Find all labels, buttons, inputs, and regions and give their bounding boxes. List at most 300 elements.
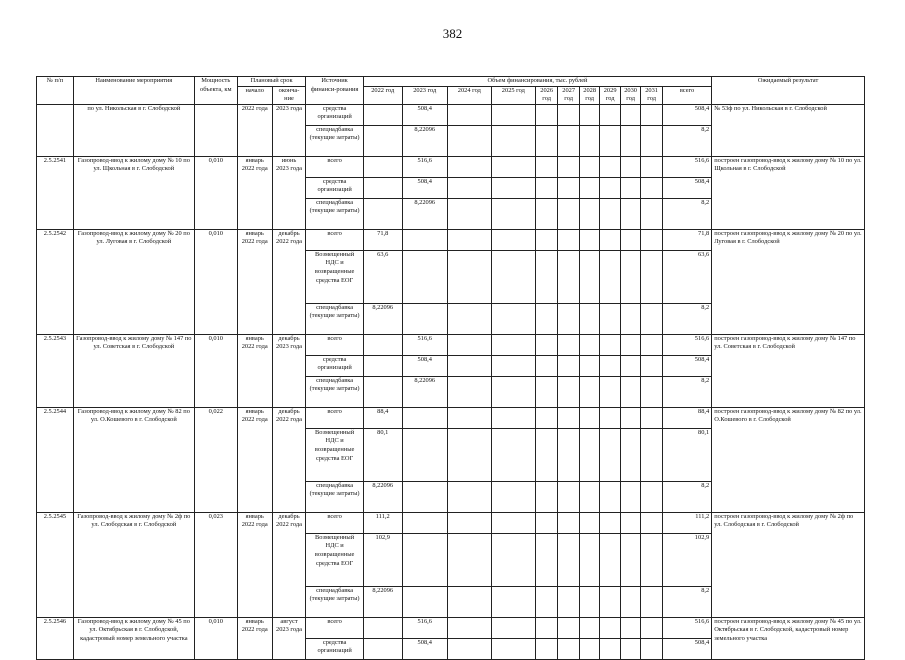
value-empty-year <box>447 250 491 303</box>
funding-source: Возмещенный НДС и возвращенные средства ЕОГ <box>306 428 363 481</box>
table-row <box>37 334 865 355</box>
value-empty-year <box>535 617 558 638</box>
value-total: 8,2 <box>662 198 711 229</box>
value-empty-year <box>620 586 640 617</box>
value-empty-year <box>620 104 640 125</box>
value-empty-year <box>579 533 599 586</box>
term-start: январь 2022 года <box>237 512 272 617</box>
term-start: январь 2022 года <box>237 156 272 229</box>
value-empty-year <box>620 198 640 229</box>
value-empty-year <box>641 250 663 303</box>
value-empty-year <box>447 638 491 659</box>
value-2023 <box>402 428 447 481</box>
item-capacity: 0,010 <box>194 229 237 334</box>
value-empty-year <box>600 617 620 638</box>
value-2023 <box>402 533 447 586</box>
value-total: 508,4 <box>662 355 711 376</box>
header-capacity: Мощность объекта, км <box>194 77 237 105</box>
item-name: по ул. Никольская в г. Слободской <box>73 104 194 156</box>
value-empty-year <box>535 334 558 355</box>
expected-result: построен газопровод-ввод к жилому дому № 2ф по ул. Слободская в г. Слободской <box>712 512 865 617</box>
value-empty-year <box>620 177 640 198</box>
value-empty-year <box>641 303 663 334</box>
value-empty-year <box>641 617 663 638</box>
value-2023 <box>402 586 447 617</box>
term-end: август 2023 года <box>272 617 306 659</box>
header-year: 2028 год <box>579 86 599 104</box>
value-empty-year <box>579 177 599 198</box>
value-total: 8,2 <box>662 376 711 407</box>
value-empty-year <box>579 428 599 481</box>
value-total: 516,6 <box>662 617 711 638</box>
value-empty-year <box>641 638 663 659</box>
term-start: январь 2022 года <box>237 617 272 659</box>
value-empty-year <box>620 638 640 659</box>
value-total: 516,6 <box>662 334 711 355</box>
funding-source: спецнадбавка (текущие затраты) <box>306 586 363 617</box>
funding-source: Возмещенный НДС и возвращенные средства ЕОГ <box>306 250 363 303</box>
value-empty-year <box>535 355 558 376</box>
value-empty-year <box>641 229 663 250</box>
value-2023 <box>402 229 447 250</box>
value-2023 <box>402 407 447 428</box>
value-empty-year <box>579 481 599 512</box>
value-empty-year <box>535 481 558 512</box>
value-empty-year <box>558 177 580 198</box>
value-2022: 80,1 <box>363 428 402 481</box>
value-empty-year <box>558 376 580 407</box>
value-empty-year <box>447 198 491 229</box>
value-empty-year <box>620 512 640 533</box>
value-empty-year <box>558 586 580 617</box>
item-capacity: 0,010 <box>194 617 237 659</box>
value-empty-year <box>641 481 663 512</box>
value-2022: 8,22096 <box>363 481 402 512</box>
item-number: 2.5.2545 <box>37 512 74 617</box>
value-empty-year <box>491 428 535 481</box>
value-empty-year <box>535 303 558 334</box>
table-row <box>37 104 865 125</box>
value-empty-year <box>491 481 535 512</box>
term-end: декабрь 2022 года <box>272 229 306 334</box>
value-empty-year <box>600 376 620 407</box>
value-empty-year <box>641 104 663 125</box>
value-empty-year <box>535 229 558 250</box>
table-body <box>37 104 865 659</box>
value-total: 508,4 <box>662 104 711 125</box>
item-name: Газопровод-ввод к жилому дому № 2ф по ул. Слободская в г. Слободской <box>73 512 194 617</box>
value-empty-year <box>535 512 558 533</box>
table-row <box>37 617 865 638</box>
value-empty-year <box>600 104 620 125</box>
value-empty-year <box>535 198 558 229</box>
value-empty-year <box>558 638 580 659</box>
value-empty-year <box>620 229 640 250</box>
value-empty-year <box>558 198 580 229</box>
value-empty-year <box>558 512 580 533</box>
item-number: 2.5.2541 <box>37 156 74 229</box>
header-term-end: оконча-ние <box>272 86 306 104</box>
value-empty-year <box>579 355 599 376</box>
value-2022 <box>363 198 402 229</box>
value-empty-year <box>447 586 491 617</box>
header-year: 2022 год <box>363 86 402 104</box>
value-empty-year <box>600 229 620 250</box>
value-empty-year <box>535 156 558 177</box>
expected-result: построен газопровод-ввод к жилому дому № 10 по ул. Щкольная в г. Слободской <box>712 156 865 229</box>
value-empty-year <box>558 125 580 156</box>
value-empty-year <box>600 355 620 376</box>
value-empty-year <box>447 376 491 407</box>
item-name: Газопровод-ввод к жилому дому № 82 по ул. О.Кошевого в г. Слободской <box>73 407 194 512</box>
financing-table-container <box>36 76 865 660</box>
value-empty-year <box>535 125 558 156</box>
header-year: 2029 год <box>600 86 620 104</box>
funding-source: спецнадбавка (текущие затраты) <box>306 198 363 229</box>
value-empty-year <box>579 104 599 125</box>
value-empty-year <box>535 104 558 125</box>
header-num: № п/п <box>37 77 74 105</box>
value-empty-year <box>447 229 491 250</box>
header-year: 2031 год <box>641 86 663 104</box>
value-empty-year <box>491 407 535 428</box>
financing-table <box>36 76 865 660</box>
value-empty-year <box>641 355 663 376</box>
value-2022 <box>363 334 402 355</box>
value-total: 111,2 <box>662 512 711 533</box>
value-2023: 8,22096 <box>402 198 447 229</box>
value-empty-year <box>620 250 640 303</box>
value-empty-year <box>600 156 620 177</box>
term-start: 2022 года <box>237 104 272 156</box>
value-empty-year <box>535 250 558 303</box>
value-empty-year <box>491 229 535 250</box>
value-empty-year <box>600 638 620 659</box>
header-year: 2025 год <box>491 86 535 104</box>
header-volume: Объем финансирования, тыс. рублей <box>363 77 711 87</box>
value-empty-year <box>641 334 663 355</box>
value-empty-year <box>447 512 491 533</box>
funding-source: всего <box>306 229 363 250</box>
header-name: Наименование мероприятия <box>73 77 194 105</box>
funding-source: спецнадбавка (текущие затраты) <box>306 376 363 407</box>
value-empty-year <box>491 512 535 533</box>
item-capacity: 0,023 <box>194 512 237 617</box>
value-2022: 88,4 <box>363 407 402 428</box>
value-empty-year <box>535 376 558 407</box>
value-2022 <box>363 104 402 125</box>
value-2022: 111,2 <box>363 512 402 533</box>
value-empty-year <box>558 303 580 334</box>
item-capacity: 0,022 <box>194 407 237 512</box>
value-total: 102,9 <box>662 533 711 586</box>
value-empty-year <box>558 355 580 376</box>
value-2023: 516,6 <box>402 334 447 355</box>
header-term-start: начало <box>237 86 272 104</box>
item-number <box>37 104 74 156</box>
header-year: 2023 год <box>402 86 447 104</box>
item-number: 2.5.2546 <box>37 617 74 659</box>
value-empty-year <box>579 125 599 156</box>
term-start: январь 2022 года <box>237 334 272 407</box>
term-end: декабрь 2023 года <box>272 334 306 407</box>
value-empty-year <box>491 533 535 586</box>
value-2022: 8,22096 <box>363 303 402 334</box>
value-2022 <box>363 125 402 156</box>
value-empty-year <box>579 303 599 334</box>
value-2023 <box>402 250 447 303</box>
value-empty-year <box>491 334 535 355</box>
value-2022 <box>363 355 402 376</box>
header-result: Ожидаемый результат <box>712 77 865 105</box>
value-total: 80,1 <box>662 428 711 481</box>
value-empty-year <box>535 533 558 586</box>
header-source: Источник финанси-рования <box>306 77 363 105</box>
funding-source: средства организаций <box>306 355 363 376</box>
value-2023: 8,22096 <box>402 376 447 407</box>
item-capacity: 0,010 <box>194 334 237 407</box>
value-empty-year <box>447 303 491 334</box>
value-total: 516,6 <box>662 156 711 177</box>
value-empty-year <box>447 156 491 177</box>
value-empty-year <box>447 428 491 481</box>
header-year: 2026 год <box>535 86 558 104</box>
value-2023: 516,6 <box>402 156 447 177</box>
funding-source: Возмещенный НДС и возвращенные средства ЕОГ <box>306 533 363 586</box>
value-empty-year <box>535 177 558 198</box>
value-empty-year <box>447 104 491 125</box>
funding-source: всего <box>306 617 363 638</box>
value-2023 <box>402 481 447 512</box>
value-empty-year <box>558 428 580 481</box>
value-2022 <box>363 156 402 177</box>
item-number: 2.5.2544 <box>37 407 74 512</box>
value-empty-year <box>491 617 535 638</box>
item-name: Газопровод-ввод к жилому дому № 10 по ул. Щкольная в г. Слободской <box>73 156 194 229</box>
value-empty-year <box>641 407 663 428</box>
value-2022: 102,9 <box>363 533 402 586</box>
value-empty-year <box>641 428 663 481</box>
value-empty-year <box>447 617 491 638</box>
value-empty-year <box>600 177 620 198</box>
item-capacity <box>194 104 237 156</box>
value-empty-year <box>558 334 580 355</box>
value-empty-year <box>535 586 558 617</box>
expected-result: построен газопровод-ввод к жилому дому № 45 по ул. Октябрьская в г. Слободской, кадастровый номер земельного участка <box>712 617 865 659</box>
value-empty-year <box>447 334 491 355</box>
value-empty-year <box>620 428 640 481</box>
value-empty-year <box>620 355 640 376</box>
value-empty-year <box>579 229 599 250</box>
value-2023: 508,4 <box>402 104 447 125</box>
table-header <box>37 77 865 105</box>
table-row <box>37 229 865 250</box>
table-row <box>37 407 865 428</box>
value-empty-year <box>579 617 599 638</box>
value-empty-year <box>620 533 640 586</box>
value-2022 <box>363 177 402 198</box>
item-number: 2.5.2543 <box>37 334 74 407</box>
value-empty-year <box>491 125 535 156</box>
value-2022 <box>363 638 402 659</box>
value-2023: 508,4 <box>402 638 447 659</box>
value-empty-year <box>620 303 640 334</box>
expected-result: построен газопровод-ввод к жилому дому № 147 по ул. Советская в г. Слободской <box>712 334 865 407</box>
header-year: 2027 год <box>558 86 580 104</box>
value-empty-year <box>491 303 535 334</box>
value-empty-year <box>600 481 620 512</box>
value-empty-year <box>600 250 620 303</box>
value-empty-year <box>491 104 535 125</box>
value-empty-year <box>579 376 599 407</box>
value-empty-year <box>535 407 558 428</box>
item-name: Газопровод-ввод к жилому дому № 147 по ул. Советская в г. Слободской <box>73 334 194 407</box>
value-total: 8,2 <box>662 125 711 156</box>
term-start: январь 2022 года <box>237 229 272 334</box>
value-empty-year <box>641 533 663 586</box>
value-empty-year <box>620 125 640 156</box>
value-empty-year <box>579 586 599 617</box>
value-2022: 8,22096 <box>363 586 402 617</box>
value-2023: 508,4 <box>402 355 447 376</box>
value-empty-year <box>558 533 580 586</box>
value-empty-year <box>600 334 620 355</box>
value-empty-year <box>558 104 580 125</box>
value-empty-year <box>641 177 663 198</box>
value-total: 88,4 <box>662 407 711 428</box>
value-empty-year <box>447 481 491 512</box>
value-total: 8,2 <box>662 303 711 334</box>
value-empty-year <box>491 586 535 617</box>
value-empty-year <box>579 198 599 229</box>
value-empty-year <box>447 177 491 198</box>
value-empty-year <box>641 586 663 617</box>
value-empty-year <box>491 376 535 407</box>
funding-source: всего <box>306 334 363 355</box>
value-empty-year <box>641 376 663 407</box>
header-year: 2024 год <box>447 86 491 104</box>
item-name: Газопровод-ввод к жилому дому № 20 по ул. Луговая в г. Слободской <box>73 229 194 334</box>
value-total: 63,6 <box>662 250 711 303</box>
value-2023: 516,6 <box>402 617 447 638</box>
value-empty-year <box>535 428 558 481</box>
value-2023: 508,4 <box>402 177 447 198</box>
funding-source: всего <box>306 512 363 533</box>
value-empty-year <box>558 250 580 303</box>
value-empty-year <box>620 481 640 512</box>
value-empty-year <box>600 407 620 428</box>
value-empty-year <box>620 156 640 177</box>
value-empty-year <box>579 334 599 355</box>
value-empty-year <box>447 355 491 376</box>
value-empty-year <box>491 198 535 229</box>
value-empty-year <box>641 125 663 156</box>
value-empty-year <box>600 533 620 586</box>
value-empty-year <box>641 156 663 177</box>
value-empty-year <box>491 355 535 376</box>
value-empty-year <box>447 533 491 586</box>
value-empty-year <box>535 638 558 659</box>
value-total: 8,2 <box>662 586 711 617</box>
value-empty-year <box>600 303 620 334</box>
value-empty-year <box>579 512 599 533</box>
value-empty-year <box>620 334 640 355</box>
funding-source: всего <box>306 407 363 428</box>
value-empty-year <box>447 407 491 428</box>
value-empty-year <box>579 638 599 659</box>
value-empty-year <box>579 407 599 428</box>
value-empty-year <box>491 177 535 198</box>
value-empty-year <box>579 156 599 177</box>
funding-source: средства организаций <box>306 177 363 198</box>
funding-source: спецнадбавка (текущие затраты) <box>306 481 363 512</box>
value-empty-year <box>558 407 580 428</box>
value-2022 <box>363 617 402 638</box>
value-total: 508,4 <box>662 177 711 198</box>
item-name: Газопровод-ввод к жилому дому № 45 по ул. Октябрьская в г. Слободской, кадастровый номер земельного участка <box>73 617 194 659</box>
expected-result: построен газопровод-ввод к жилому дому № 20 по ул. Луговая в г. Слободской <box>712 229 865 334</box>
value-total: 71,8 <box>662 229 711 250</box>
value-2022 <box>363 376 402 407</box>
value-empty-year <box>641 198 663 229</box>
value-2023 <box>402 512 447 533</box>
value-2022: 63,6 <box>363 250 402 303</box>
value-total: 8,2 <box>662 481 711 512</box>
value-empty-year <box>620 617 640 638</box>
value-empty-year <box>558 229 580 250</box>
funding-source: спецнадбавка (текущие затраты) <box>306 125 363 156</box>
value-2022: 71,8 <box>363 229 402 250</box>
item-capacity: 0,010 <box>194 156 237 229</box>
funding-source: всего <box>306 156 363 177</box>
value-empty-year <box>558 156 580 177</box>
term-end: 2023 года <box>272 104 306 156</box>
value-empty-year <box>600 125 620 156</box>
value-empty-year <box>558 481 580 512</box>
table-row <box>37 156 865 177</box>
header-year: 2030 год <box>620 86 640 104</box>
value-2023: 8,22096 <box>402 125 447 156</box>
value-empty-year <box>600 428 620 481</box>
value-2023 <box>402 303 447 334</box>
value-empty-year <box>600 586 620 617</box>
funding-source: спецнадбавка (текущие затраты) <box>306 303 363 334</box>
value-empty-year <box>447 125 491 156</box>
value-total: 508,4 <box>662 638 711 659</box>
value-empty-year <box>600 198 620 229</box>
term-end: июнь 2023 года <box>272 156 306 229</box>
value-empty-year <box>620 407 640 428</box>
funding-source: средства организаций <box>306 638 363 659</box>
value-empty-year <box>491 156 535 177</box>
value-empty-year <box>579 250 599 303</box>
table-row <box>37 512 865 533</box>
item-number: 2.5.2542 <box>37 229 74 334</box>
term-start: январь 2022 года <box>237 407 272 512</box>
expected-result: построен газопровод-ввод к жилому дому № 82 по ул. О.Кошевого в г. Слободской <box>712 407 865 512</box>
header-total: всего <box>662 86 711 104</box>
expected-result: № 53ф по ул. Никольская в г. Слободской <box>712 104 865 156</box>
header-term: Плановый срок <box>237 77 306 87</box>
value-empty-year <box>641 512 663 533</box>
page-number: 382 <box>442 26 463 41</box>
value-empty-year <box>491 250 535 303</box>
term-end: декабрь 2022 года <box>272 512 306 617</box>
value-empty-year <box>558 617 580 638</box>
term-end: декабрь 2022 года <box>272 407 306 512</box>
value-empty-year <box>600 512 620 533</box>
value-empty-year <box>491 638 535 659</box>
